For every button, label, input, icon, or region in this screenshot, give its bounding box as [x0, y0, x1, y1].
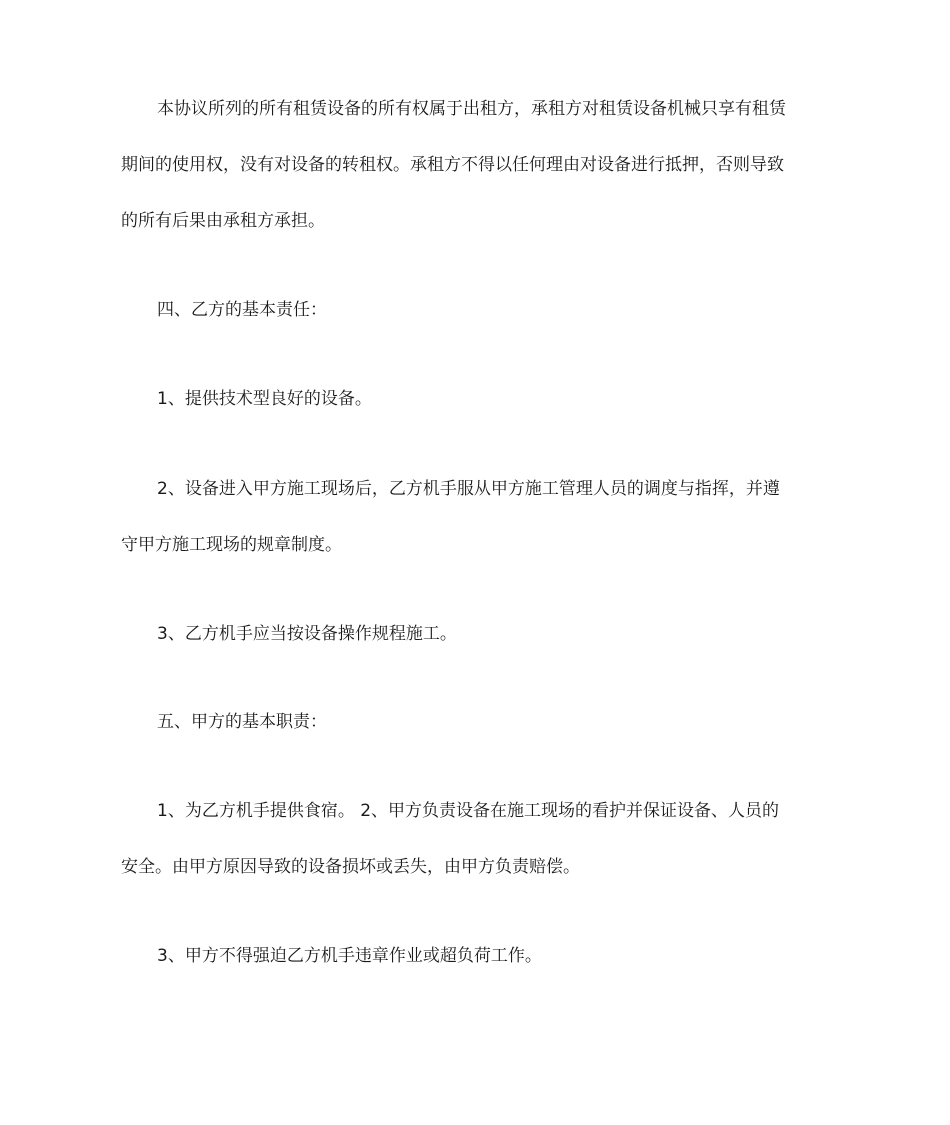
- section-heading-party-a: [121, 694, 831, 750]
- heading-text: 四、乙方的基本责任：: [157, 300, 327, 320]
- list-item-b3: [121, 606, 831, 662]
- paragraph-line: 1、提供技术型良好的设备。: [157, 389, 372, 409]
- paragraph-line: 的所有后果由承租方承担。: [121, 211, 325, 231]
- paragraph-line: 安全。由甲方原因导致的设备损坏或丢失，由甲方负责赔偿。: [121, 857, 580, 877]
- paragraph-line: 3、乙方机手应当按设备操作规程施工。: [157, 624, 457, 644]
- paragraph-line: 3、甲方不得强迫乙方机手违章作业或超负荷工作。: [157, 946, 542, 966]
- list-item-b1: [121, 371, 831, 427]
- paragraph-line: 守甲方施工现场的规章制度。: [121, 535, 342, 555]
- list-item-a3: [121, 928, 831, 984]
- paragraph-line: 2、设备进入甲方施工现场后，乙方机手服从甲方施工管理人员的调度与指挥，并遵: [157, 479, 780, 499]
- paragraph-line: 1、为乙方机手提供食宿。 2、甲方负责设备在施工现场的看护并保证设备、人员的: [157, 801, 780, 821]
- paragraph-line: 本协议所列的所有租赁设备的所有权属于出租方，承租方对租赁设备机械只享有租赁: [157, 99, 786, 119]
- paragraph-line: 期间的使用权，没有对设备的转租权。承租方不得以任何理由对设备进行抵押，否则导致: [121, 155, 784, 175]
- heading-text: 五、甲方的基本职责：: [157, 712, 327, 732]
- paragraph-ownership: [121, 81, 831, 249]
- list-item-a1-a2: [121, 783, 831, 895]
- section-heading-party-b: [121, 282, 831, 338]
- list-item-b2: [121, 461, 831, 573]
